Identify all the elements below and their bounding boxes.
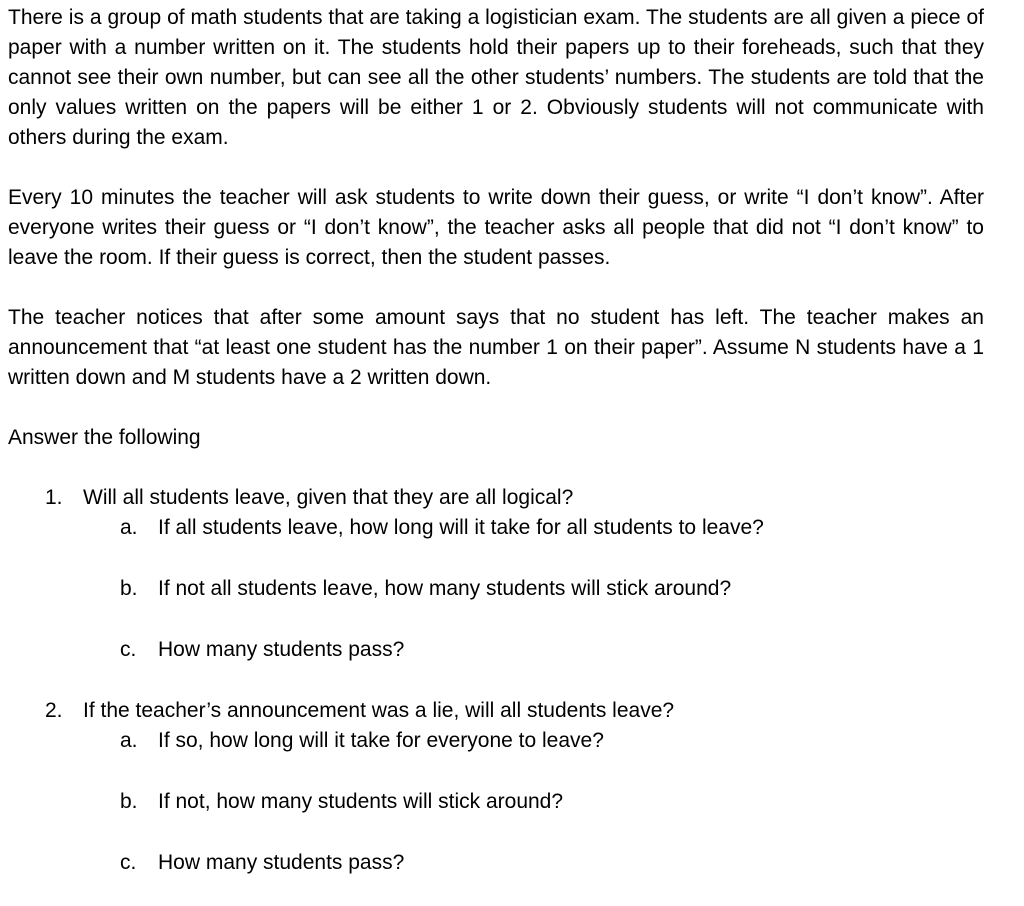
sub-question-text: How many students pass?	[158, 851, 405, 874]
question-number: 1.	[45, 486, 63, 509]
sub-question-text: If not, how many students will stick around?	[158, 790, 564, 813]
sub-question-item	[120, 726, 984, 756]
sub-question-text: If so, how long will it take for everyone to leave?	[158, 729, 604, 752]
sub-question-item	[120, 574, 984, 604]
sub-question-list	[83, 726, 984, 878]
sub-question-letter: c.	[120, 851, 137, 874]
sub-question-text: If all students leave, how long will it take for all students to leave?	[158, 516, 764, 539]
instruction-line: Answer the following	[8, 426, 201, 449]
sub-question-text: How many students pass?	[158, 638, 405, 661]
sub-question-item	[120, 635, 984, 665]
intro-paragraph: There is a group of math students that are taking a logistician exam. The students are all given a piece of paper with a number written on it. The students hold their papers up to their foreheads, such that they cannot see their own number, but can see all the other students’ numbers. The students are told that the only values written on the papers will be either 1 or 2. Obviously students will not communicate with others during the exam.	[8, 6, 984, 149]
sub-question-item	[120, 513, 984, 543]
sub-question-letter: c.	[120, 638, 137, 661]
question-text: Will all students leave, given that they are all logical?	[83, 486, 574, 509]
question-text: If the teacher’s announcement was a lie, will all students leave?	[83, 699, 675, 722]
question-number: 2.	[45, 699, 63, 722]
sub-question-letter: a.	[120, 516, 138, 539]
announcement-paragraph: The teacher notices that after some amount says that no student has left. The teacher makes an announcement that “at least one student has the number 1 on their paper”. Assume N students have a 1 written down and M students have a 2 written down.	[8, 306, 984, 389]
sub-question-letter: b.	[120, 790, 138, 813]
sub-question-list	[83, 513, 984, 665]
question-item-1	[8, 483, 984, 665]
question-list	[8, 483, 984, 878]
sub-question-letter: a.	[120, 729, 138, 752]
sub-question-letter: b.	[120, 577, 138, 600]
sub-question-item	[120, 848, 984, 878]
sub-question-item	[120, 787, 984, 817]
sub-question-text: If not all students leave, how many students will stick around?	[158, 577, 732, 600]
question-item-2	[8, 696, 984, 878]
rules-paragraph: Every 10 minutes the teacher will ask students to write down their guess, or write “I don’t know”. After everyone writes their guess or “I don’t know”, the teacher asks all people that did not “I don’t know” to leave the room. If their guess is correct, then the student passes.	[8, 186, 984, 269]
